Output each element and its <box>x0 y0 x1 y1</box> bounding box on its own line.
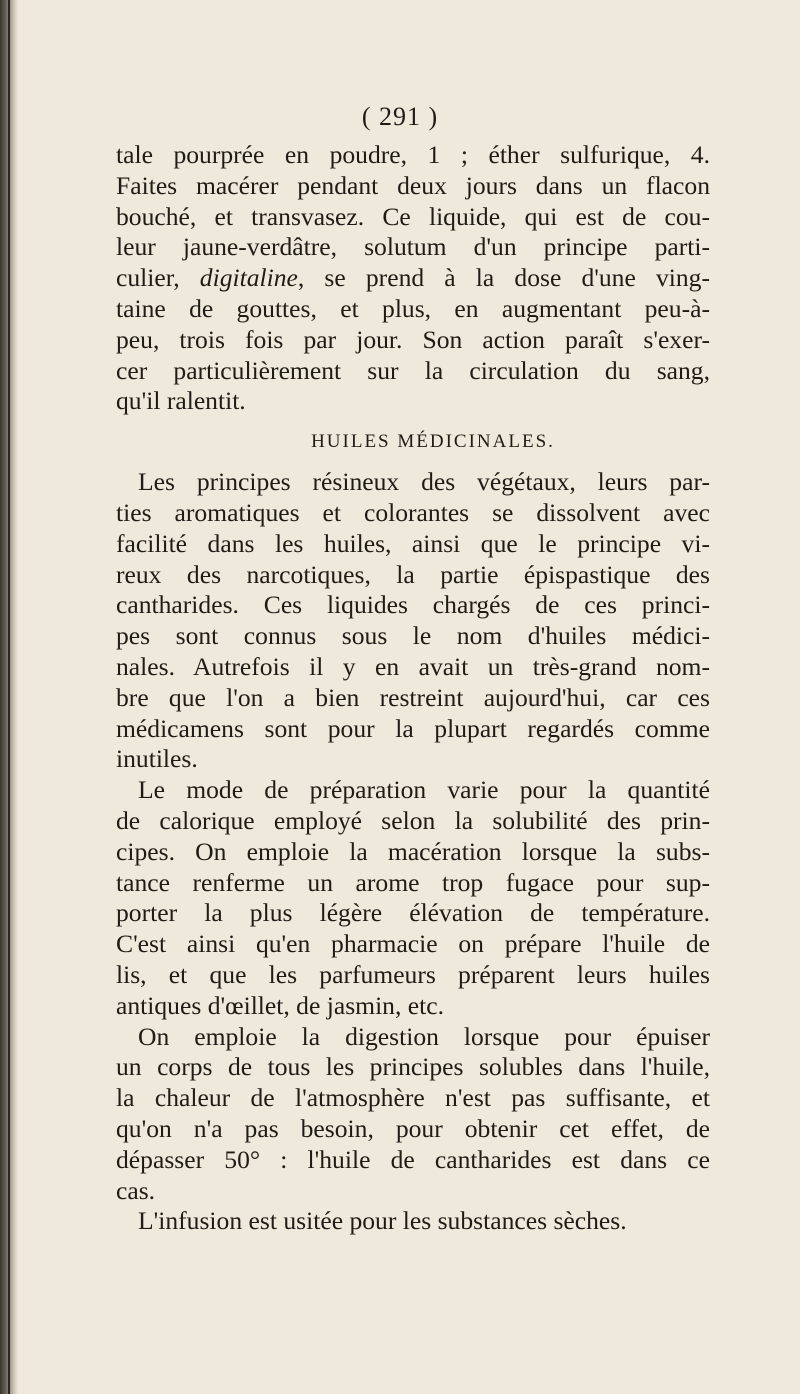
page-binding-edge <box>0 0 18 1394</box>
text-line: Faites macérer pendant deux jours dans un flacon <box>116 170 710 200</box>
text-line: ties aromatiques et colorantes se dissolvent avec <box>116 497 710 527</box>
text-line: de calorique employé selon la solubilité des prin- <box>116 805 710 835</box>
text-line: inutiles. <box>116 744 198 774</box>
text-line: culier, digitaline, se prend à la dose d'une ving- <box>116 263 710 293</box>
text-line: la chaleur de l'atmosphère n'est pas suffisante, et <box>116 1083 710 1113</box>
paragraph <box>116 775 710 1021</box>
text-line: taine de gouttes, et plus, en augmentant peu-à- <box>116 293 710 323</box>
text-line: antiques d'œillet, de jasmin, etc. <box>116 990 445 1020</box>
paragraph <box>116 1206 710 1237</box>
text-line: bouché, et transvasez. Ce liquide, qui est de cou- <box>116 201 710 231</box>
text-line: nales. Autrefois il y en avait un très-grand nom- <box>116 651 710 681</box>
text-line: lis, et que les parfumeurs préparent leurs huiles <box>116 959 710 989</box>
text-line: médicamens sont pour la plupart regardés comme <box>116 713 710 743</box>
italic-term: digitaline <box>199 263 298 293</box>
section-continuation <box>116 140 710 417</box>
text-line: un corps de tous les principes solubles dans l'huile, <box>116 1052 710 1082</box>
text-line: reux des narcotiques, la partie épispastique des <box>116 559 710 589</box>
text-line: Le mode de préparation varie pour la quantité <box>138 775 710 805</box>
text-line: qu'on n'a pas besoin, pour obtenir cet effet, de <box>116 1113 710 1143</box>
text-line: C'est ainsi qu'en pharmacie on prépare l'huile de <box>116 929 710 959</box>
page-body <box>116 140 710 1237</box>
text-line: tale pourprée en poudre, 1 ; éther sulfurique, 4. <box>116 140 710 169</box>
page-number: ( 291 ) <box>361 102 439 131</box>
text-line: porter la plus légère élévation de température. <box>116 898 710 928</box>
text-line: Les principes résineux des végétaux, leurs par- <box>138 467 710 497</box>
text-line: bre que l'on a bien restreint aujourd'hui, car ces <box>116 682 710 712</box>
text-line: On emploie la digestion lorsque pour épuiser <box>138 1021 710 1051</box>
text-line: pes sont connus sous le nom d'huiles médici- <box>116 621 710 651</box>
section-heading: HUILES MÉDICINALES. <box>311 431 555 453</box>
text-line: cas. <box>116 1175 156 1205</box>
text-line: L'infusion est usitée pour les substances sèches. <box>138 1206 627 1236</box>
paragraph <box>116 1022 710 1207</box>
text-line: leur jaune-verdâtre, solutum d'un principe parti- <box>116 232 710 262</box>
paragraph <box>116 467 710 775</box>
text-line: cipes. On emploie la macération lorsque la subs- <box>116 836 710 866</box>
text-line: dépasser 50° : l'huile de cantharides est dans ce <box>116 1144 710 1174</box>
text-line: cer particulièrement sur la circulation du sang, <box>116 355 710 385</box>
text-line: cantharides. Ces liquides chargés de ces princi- <box>116 590 710 620</box>
text-line: tance renferme un arome trop fugace pour sup- <box>116 867 710 897</box>
text-line: facilité dans les huiles, ainsi que le principe vi- <box>116 528 710 558</box>
text-line: peu, trois fois par jour. Son action paraît s'exer- <box>116 324 710 354</box>
text-line: qu'il ralentit. <box>116 386 246 416</box>
